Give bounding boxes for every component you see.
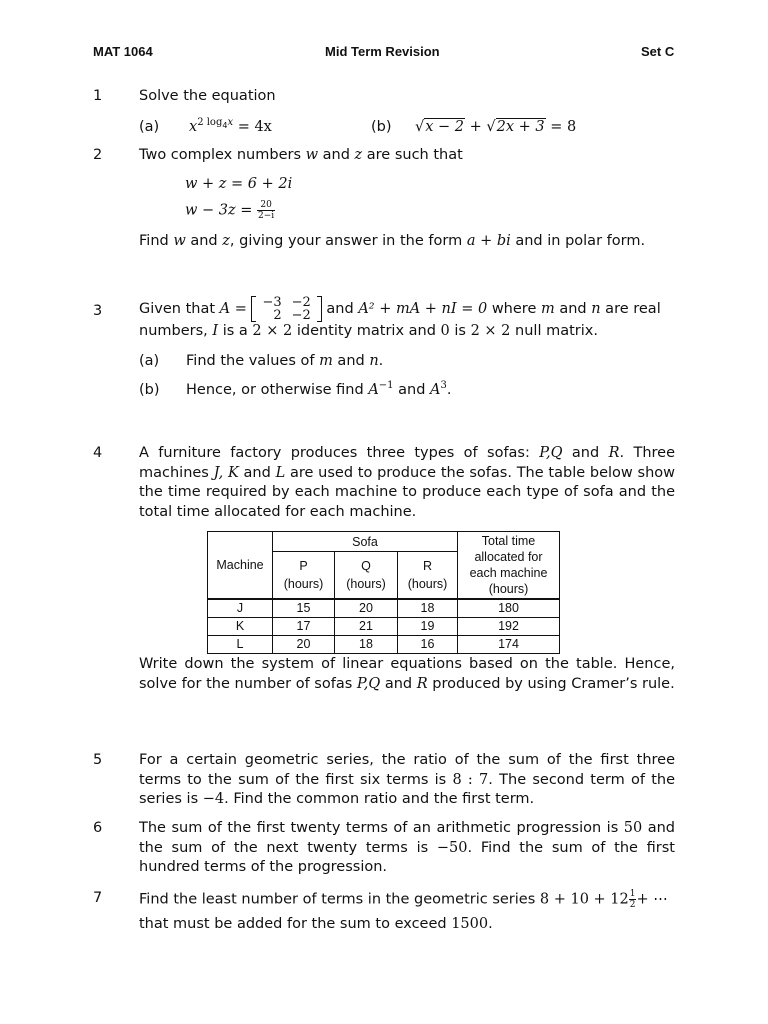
header-p: P (hours) bbox=[273, 552, 335, 599]
course-code: MAT 1064 bbox=[93, 44, 153, 59]
question-text: A furniture factory produces three types of sofas: P,Q and R. Three machines J, K and L are used to produce the sofas. The table below show the time required by each machine to produce each type of sofa and the total time allocated for each machine. bbox=[139, 445, 676, 521]
header-machine: Machine bbox=[208, 532, 273, 599]
question-number: 7 bbox=[93, 890, 103, 906]
header-total-time: Total time allocated for each machine (hours) bbox=[458, 532, 560, 599]
page-title: Mid Term Revision bbox=[325, 44, 440, 59]
question-number: 1 bbox=[93, 88, 103, 104]
question-text: For a certain geometric series, the ratio of the sum of the first three terms to the sum of the first six terms is 8 : 7. The second term of the series is −4. Find the common ratio and the first term. bbox=[139, 752, 675, 808]
question-text-line-2: numbers, I is a 2 × 2 identity matrix and 0 is 2 × 2 null matrix. bbox=[139, 323, 598, 339]
set-label: Set C bbox=[641, 44, 675, 59]
part-label: (b) bbox=[139, 381, 160, 398]
question-number: 3 bbox=[93, 303, 103, 319]
machine-time-table bbox=[207, 531, 560, 654]
table-row: L 20 18 16 174 bbox=[208, 635, 560, 653]
equation-2: w − 3z = $\frac{20}{2-i}$ bbox=[185, 200, 275, 222]
question-number: 4 bbox=[93, 445, 103, 461]
part-label: (b) bbox=[371, 118, 392, 135]
part-a-text: Find the values of m and n. bbox=[186, 352, 384, 369]
question-number: 5 bbox=[93, 752, 103, 768]
equation-1: w + z = 6 + 2i bbox=[185, 175, 293, 192]
question-text: Solve the equation bbox=[139, 88, 276, 104]
part-label: (a) bbox=[139, 352, 160, 369]
question-number: 2 bbox=[93, 147, 103, 163]
table-row: K 17 21 19 192 bbox=[208, 617, 560, 635]
part-b-text: Hence, or otherwise find $A^{-1}$ and $A^3$. bbox=[186, 379, 452, 398]
part-label: (a) bbox=[139, 118, 160, 135]
question-intro: Two complex numbers w and z are such that bbox=[139, 147, 463, 163]
question-text: Find the least number of terms in the geometric series 8 + 10 + 12 $\frac{1}{2}$ + ⋯ that must be added for the sum to exceed 1500. bbox=[139, 889, 668, 933]
header-sofa: Sofa bbox=[273, 532, 458, 552]
question-text: The sum of the first twenty terms of an arithmetic progression is 50 and the sum of the next twenty terms is −50. Find the sum of the first hundred terms of the progression. bbox=[139, 820, 676, 876]
header-q: Q (hours) bbox=[335, 552, 398, 599]
question-text: Write down the system of linear equations based on the table. Hence, solve for the number of sofas P,Q and R produced by using Cramer’s rule. bbox=[139, 656, 675, 692]
question-text-line-1: Given that A = −3 −2 2 −2 and A² + mA + nI = 0 where m and n are real bbox=[139, 295, 661, 323]
header-r: R (hours) bbox=[398, 552, 458, 599]
question-instruction: Find w and z, giving your answer in the form a + bi and in polar form. bbox=[139, 232, 646, 249]
equation-1a: $x^{2 log_4x} = 4x$ bbox=[189, 116, 272, 135]
matrix-a: −3 −2 2 −2 bbox=[251, 296, 321, 322]
equation-1b: √x − 2 + √2x + 3 = 8 bbox=[415, 118, 577, 135]
question-number: 6 bbox=[93, 820, 103, 836]
table-row: J 15 20 18 180 bbox=[208, 599, 560, 618]
